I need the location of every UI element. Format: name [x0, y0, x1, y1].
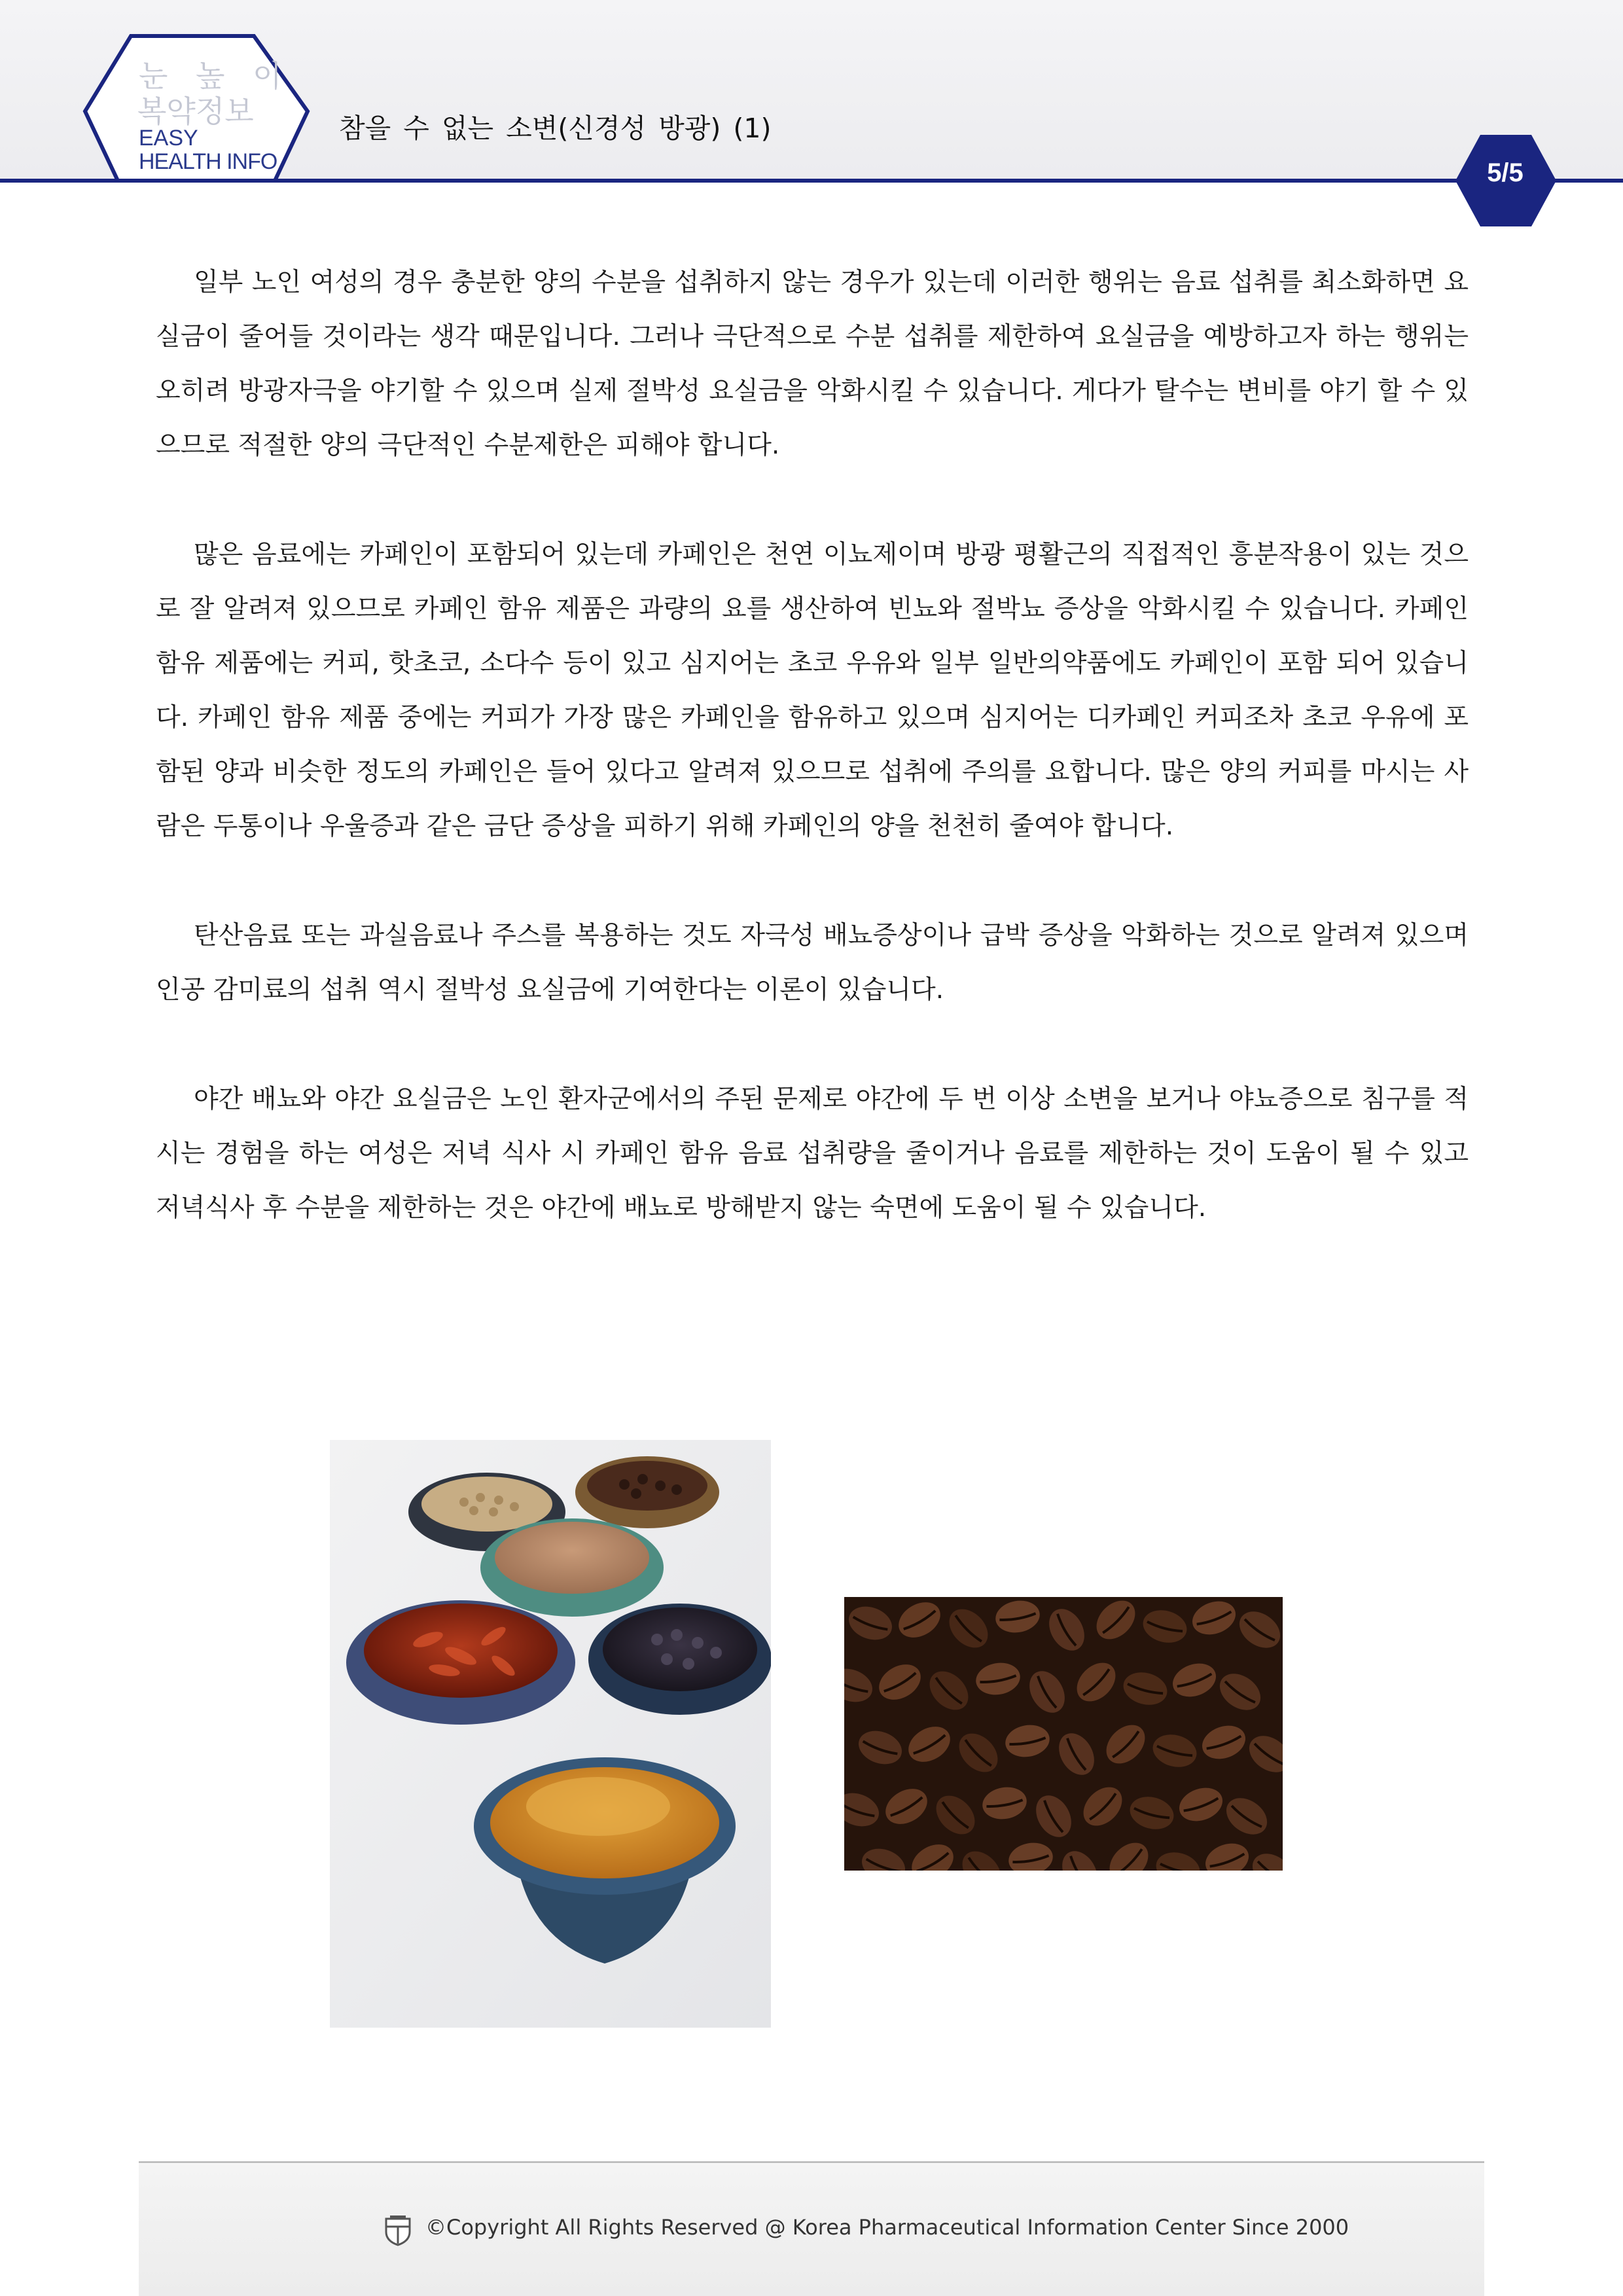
- paragraph-carbonated-drinks: 탄산음료 또는 과실음료나 주스를 복용하는 것도 자극성 배뇨증상이나 급박 증상을 악화하는 것으로 알려져 있으며 인공 감미료의 섭취 역시 절박성 요실금에 기여한다는 이론이 있습니다.: [156, 921, 1469, 1005]
- crest-icon: [383, 2215, 412, 2246]
- paragraph-nocturia: 야간 배뇨와 야간 요실금은 노인 환자군에서의 주된 문제로 야간에 두 번 이상 소변을 보거나 야뇨증으로 침구를 적시는 경험을 하는 여성은 저녁 식사 시 카페인 함유 음료 섭취량을 줄이거나 음료를 제한하는 것이 도움이 될 수 있고 저녁식사 후 수분을 제한하는 것은 야간에 배뇨로 방해받지 않는 숙면에 도움이 될 수 있습니다.: [156, 1085, 1469, 1223]
- logo-korean-line1: 눈 높 이: [139, 58, 291, 94]
- paragraph-water-intake: 일부 노인 여성의 경우 충분한 양의 수분을 섭취하지 않는 경우가 있는데 이러한 행위는 음료 섭취를 최소화하면 요실금이 줄어들 것이라는 생각 때문입니다. 그러나 극단적으로 수분 섭취를 제한하여 요실금을 예방하고자 하는 행위는 오히려 방광자극을 야기할 수 있으며 실제 절박성 요실금을 악화시킬 수 있습니다. 게다가 탈수는 변비를 야기 할 수 있으므로 적절한 양의 극단적인 수분제한은 피해야 합니다.: [156, 268, 1469, 460]
- page-number: 5/5: [1487, 158, 1524, 187]
- document-title: 참을 수 없는 소변(신경성 방광) (1): [339, 113, 772, 144]
- footer-divider: [139, 2161, 1484, 2163]
- logo-english-line1: EASY: [139, 126, 198, 151]
- logo-english-line2: HEALTH INFO: [139, 149, 277, 174]
- page-header: [0, 0, 1623, 236]
- paragraph-caffeine: 많은 음료에는 카페인이 포함되어 있는데 카페인은 천연 이뇨제이며 방광 평활근의 직접적인 흥분작용이 있는 것으로 잘 알려져 있으므로 카페인 함유 제품은 과량의 요를 생산하여 빈뇨와 절박뇨 증상을 악화시킬 수 있습니다. 카페인 함유 제품에는 커피, 핫초코, 소다수 등이 있고 심지어는 초코 우유와 일부 일반의약품에도 카페인이 포함 되어 있습니다. 카페인 함유 제품 중에는 커피가 가장 많은 카페인을 함유하고 있으며 심지어는 디카페인 커피조차 초코 우유에 포함된 양과 비슷한 정도의 카페인은 들어 있다고 알려져 있으므로 섭취에 주의를 요합니다. 많은 양의 커피를 마시는 사람은 두통이나 우울증과 같은 금단 증상을 피하기 위해 카페인의 양을 천천히 줄여야 합니다.: [156, 540, 1469, 841]
- spice-bowls-photo: [330, 1440, 771, 2028]
- article-body: [156, 255, 1469, 1290]
- coffee-beans-photo: [844, 1597, 1283, 1871]
- logo-korean-line2: 복약정보: [137, 94, 254, 129]
- copyright-text: ©Copyright All Rights Reserved @ Korea Pharmaceutical Information Center Since 2000: [425, 2215, 1349, 2240]
